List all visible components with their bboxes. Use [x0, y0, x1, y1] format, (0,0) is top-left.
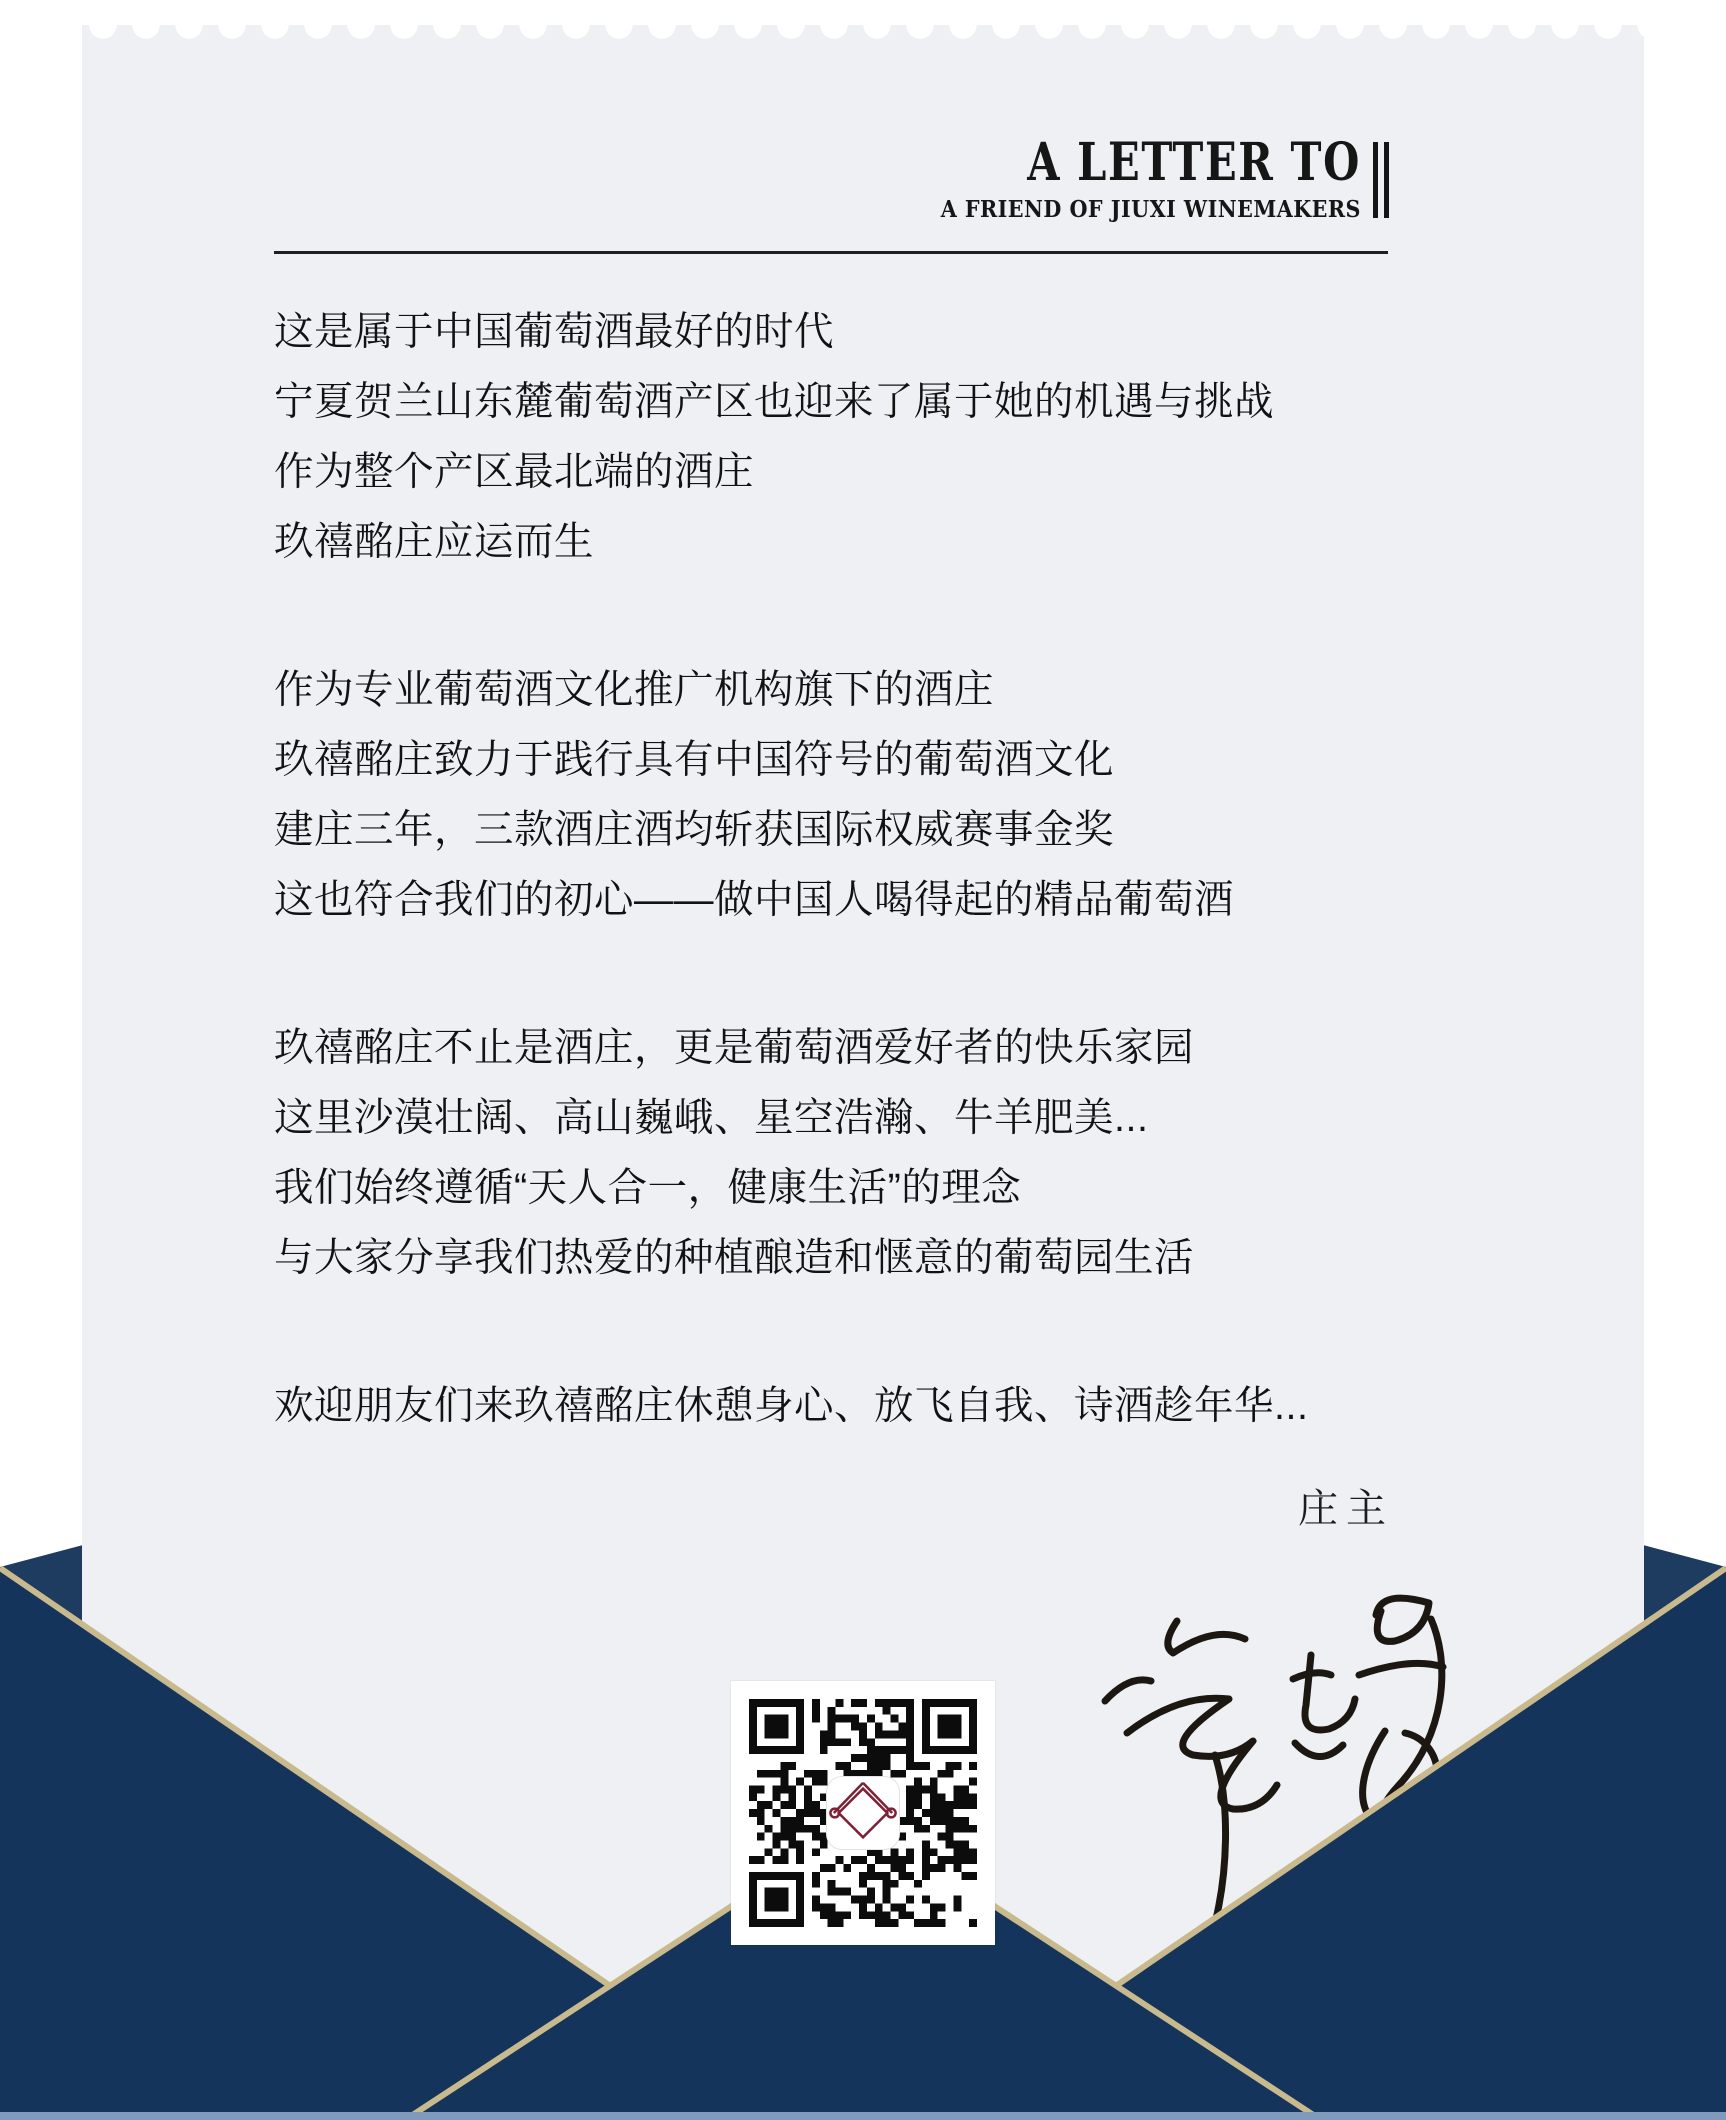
qr-card [731, 1681, 995, 1945]
letter-line: 作为专业葡萄酒文化推广机构旗下的酒庄 [274, 668, 994, 712]
paper-scalloped-edge [82, 25, 1644, 45]
paragraph [274, 655, 1584, 935]
letter-line: 与大家分享我们热爱的种植酿造和惬意的葡萄园生活 [274, 1236, 1194, 1280]
letter-line: 玖禧酩庄致力于践行具有中国符号的葡萄酒文化 [274, 738, 1114, 782]
winery-logo-icon [826, 1776, 900, 1850]
letter-line: 这里沙漠壮阔、高山巍峨、星空浩瀚、牛羊肥美... [274, 1096, 1149, 1140]
letterhead [894, 132, 1389, 223]
letter-line: 玖禧酩庄应运而生 [274, 520, 594, 564]
letter-line: 这是属于中国葡萄酒最好的时代 [274, 310, 834, 354]
letter-line: 我们始终遵循“天人合一，健康生活”的理念 [274, 1166, 1022, 1210]
paragraph [274, 297, 1584, 577]
letter-line: 建庄三年，三款酒庄酒均斩获国际权威赛事金奖 [274, 808, 1114, 852]
header-divider [274, 251, 1388, 254]
signer-label: 庄主 [1298, 1487, 1394, 1531]
letter-line: 作为整个产区最北端的酒庄 [274, 450, 754, 494]
paragraph [274, 1013, 1584, 1293]
letter-line: 玖禧酩庄不止是酒庄，更是葡萄酒爱好者的快乐家园 [274, 1026, 1194, 1070]
letter-line: 这也符合我们的初心——做中国人喝得起的精品葡萄酒 [274, 878, 1234, 922]
bottom-strip [0, 2112, 1726, 2120]
handwritten-signature [1097, 1583, 1457, 1928]
letter-line: 欢迎朋友们来玖禧酩庄休憩身心、放飞自我、诗酒趁年华... [274, 1384, 1309, 1428]
letter-subtitle: A FRIEND OF JIUXI WINEMAKERS [940, 196, 1361, 223]
letter-title: A LETTER TO [1027, 132, 1361, 193]
paragraph [274, 1371, 1584, 1441]
letter-body [274, 297, 1584, 1441]
double-bar-ornament [1373, 142, 1389, 221]
letter-line: 宁夏贺兰山东麓葡萄酒产区也迎来了属于她的机遇与挑战 [274, 380, 1274, 424]
